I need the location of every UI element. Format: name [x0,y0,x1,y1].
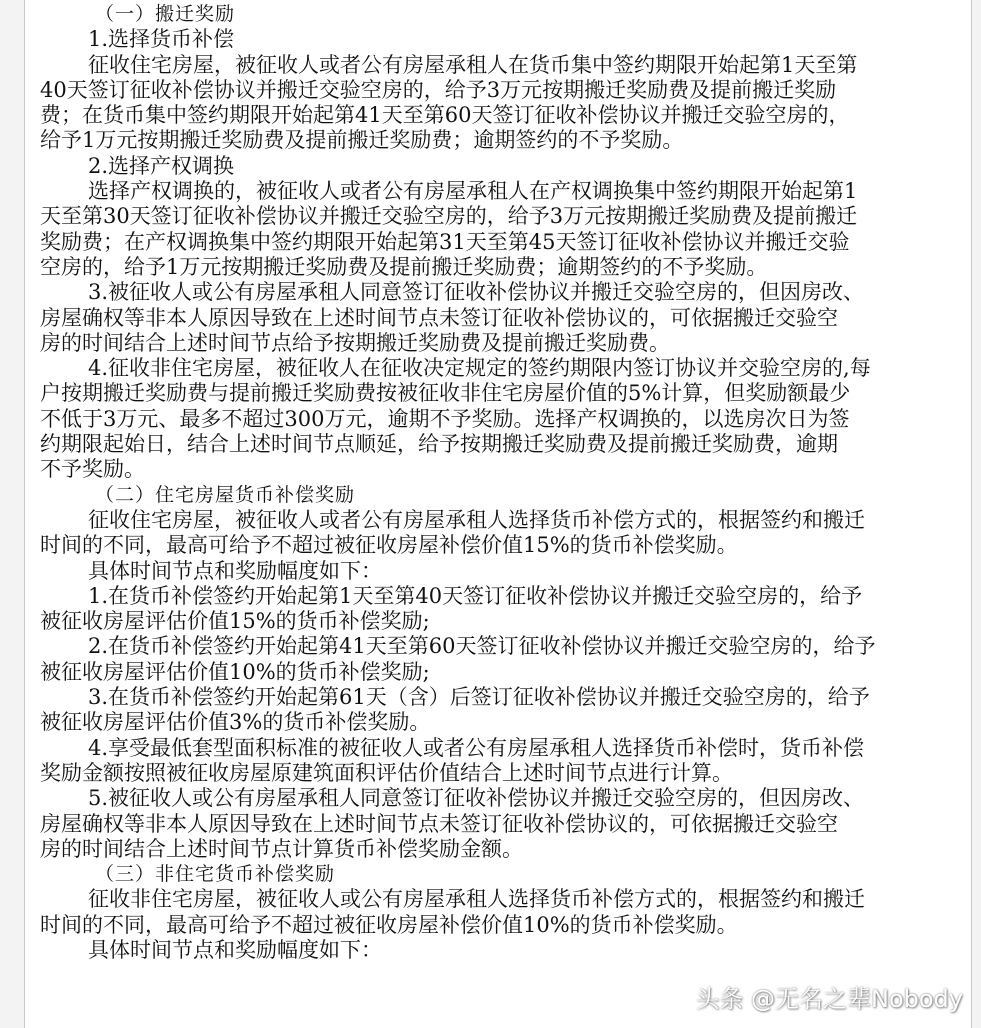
section-heading: （一）搬迁奖励 [95,3,236,25]
text-line: 约期限起始日，结合上述时间节点顺延，给予按期搬迁奖励费及提前搬迁奖励费，逾期 [40,432,838,457]
text-line: 4.享受最低套型面积标准的被征收人或者公有房屋承租人选择货币补偿时，货币补偿 [88,735,865,760]
page-left-margin [0,0,25,1028]
text-line: 征收住宅房屋，被征收人或者公有房屋承租人选择货币补偿方式的，根据签约和搬迁 [88,507,865,532]
text-line: 3.在货币补偿签约开始起第61天（含）后签订征收补偿协议并搬迁交验空房的，给予 [88,685,870,710]
text-line: 2.在货币补偿签约开始起第41天至第60天签订征收补偿协议并搬迁交验空房的，给予 [88,634,876,659]
text-line: 具体时间节点和奖励幅度如下： [88,937,382,962]
text-line: 1.在货币补偿签约开始起第1天至第40天签订征收补偿协议并搬迁交验空房的，给予 [88,583,863,608]
text-line: 天至第30天签订征收补偿协议并搬迁交验空房的，给予3万元按期搬迁奖励费及提前搬迁 [40,204,858,229]
text-line: 房屋确权等非本人原因导致在上述时间节点未签订征收补偿协议的，可依据搬迁交验空 [40,305,838,330]
text-line: 给予1万元按期搬迁奖励费及提前搬迁奖励费；逾期签约的不予奖励。 [40,128,684,153]
text-line: 选择产权调换的，被征收人或者公有房屋承租人在产权调换集中签约期限开始起第1 [88,179,858,204]
text-line: 被征收房屋评估价值3%的货币补偿奖励。 [40,710,431,735]
text-line: 房的时间结合上述时间节点给予按期搬迁奖励费及提前搬迁奖励费。 [40,330,670,355]
page-right-margin [971,0,981,1028]
text-line: 40天签订征收补偿协议并搬迁交验空房的，给予3万元按期搬迁奖励费及提前搬迁奖励 [40,77,837,102]
text-line: 5.被征收人或公有房屋承租人同意签订征收补偿协议并搬迁交验空房的，但因房改、 [88,786,865,811]
text-line: 时间的不同，最高可给予不超过被征收房屋补偿价值10%的货币补偿奖励。 [40,912,738,937]
text-line: 不予奖励。 [40,457,145,482]
text-line: 时间的不同，最高可给予不超过被征收房屋补偿价值15%的货币补偿奖励。 [40,533,738,558]
text-line: 1.选择货币补偿 [88,27,235,52]
text-line: 不低于3万元、最多不超过300万元，逾期不予奖励。选择产权调换的，以选房次日为签 [40,406,850,431]
text-line: 奖励费；在产权调换集中签约期限开始起第31天至第45天签订征收补偿协议并搬迁交验 [40,229,850,254]
text-line: 3.被征收人或公有房屋承租人同意签订征收补偿协议并搬迁交验空房的，但因房改、 [88,280,865,305]
text-line: 户按期搬迁奖励费与提前搬迁奖励费按被征收非住宅房屋价值的5%计算，但奖励额最少 [40,381,851,406]
text-line: 空房的，给予1万元按期搬迁奖励费及提前搬迁奖励费；逾期签约的不予奖励。 [40,254,768,279]
text-line: 奖励金额按照被征收房屋原建筑面积评估价值结合上述时间节点进行计算。 [40,760,733,785]
text-line: 2.选择产权调换 [88,153,235,178]
text-line: 被征收房屋评估价值15%的货币补偿奖励; [40,609,430,634]
text-line: 房的时间结合上述时间节点计算货币补偿奖励金额。 [40,836,523,861]
text-line: 费；在货币集中签约期限开始起第41天至第60天签订征收补偿协议并搬迁交验空房的， [40,103,850,128]
text-line: 征收住宅房屋，被征收人或者公有房屋承租人在货币集中签约期限开始起第1天至第 [88,52,858,77]
text-line: 征收非住宅房屋，被征收人或公有房屋承租人选择货币补偿方式的，根据签约和搬迁 [88,887,865,912]
text-line: 房屋确权等非本人原因导致在上述时间节点未签订征收补偿协议的，可依据搬迁交验空 [40,811,838,836]
text-line: 4.征收非住宅房屋，被征收人在征收决定规定的签约期限内签订协议并交验空房的,每 [88,356,871,381]
text-line: 具体时间节点和奖励幅度如下： [88,558,382,583]
document-body [40,2,968,963]
text-line: 被征收房屋评估价值10%的货币补偿奖励; [40,659,430,684]
section-heading: （三）非住宅货币补偿奖励 [95,863,336,886]
watermark: 头条 @无名之辈Nobody [695,985,963,1013]
section-heading: （二）住宅房屋货币补偿奖励 [95,483,356,506]
